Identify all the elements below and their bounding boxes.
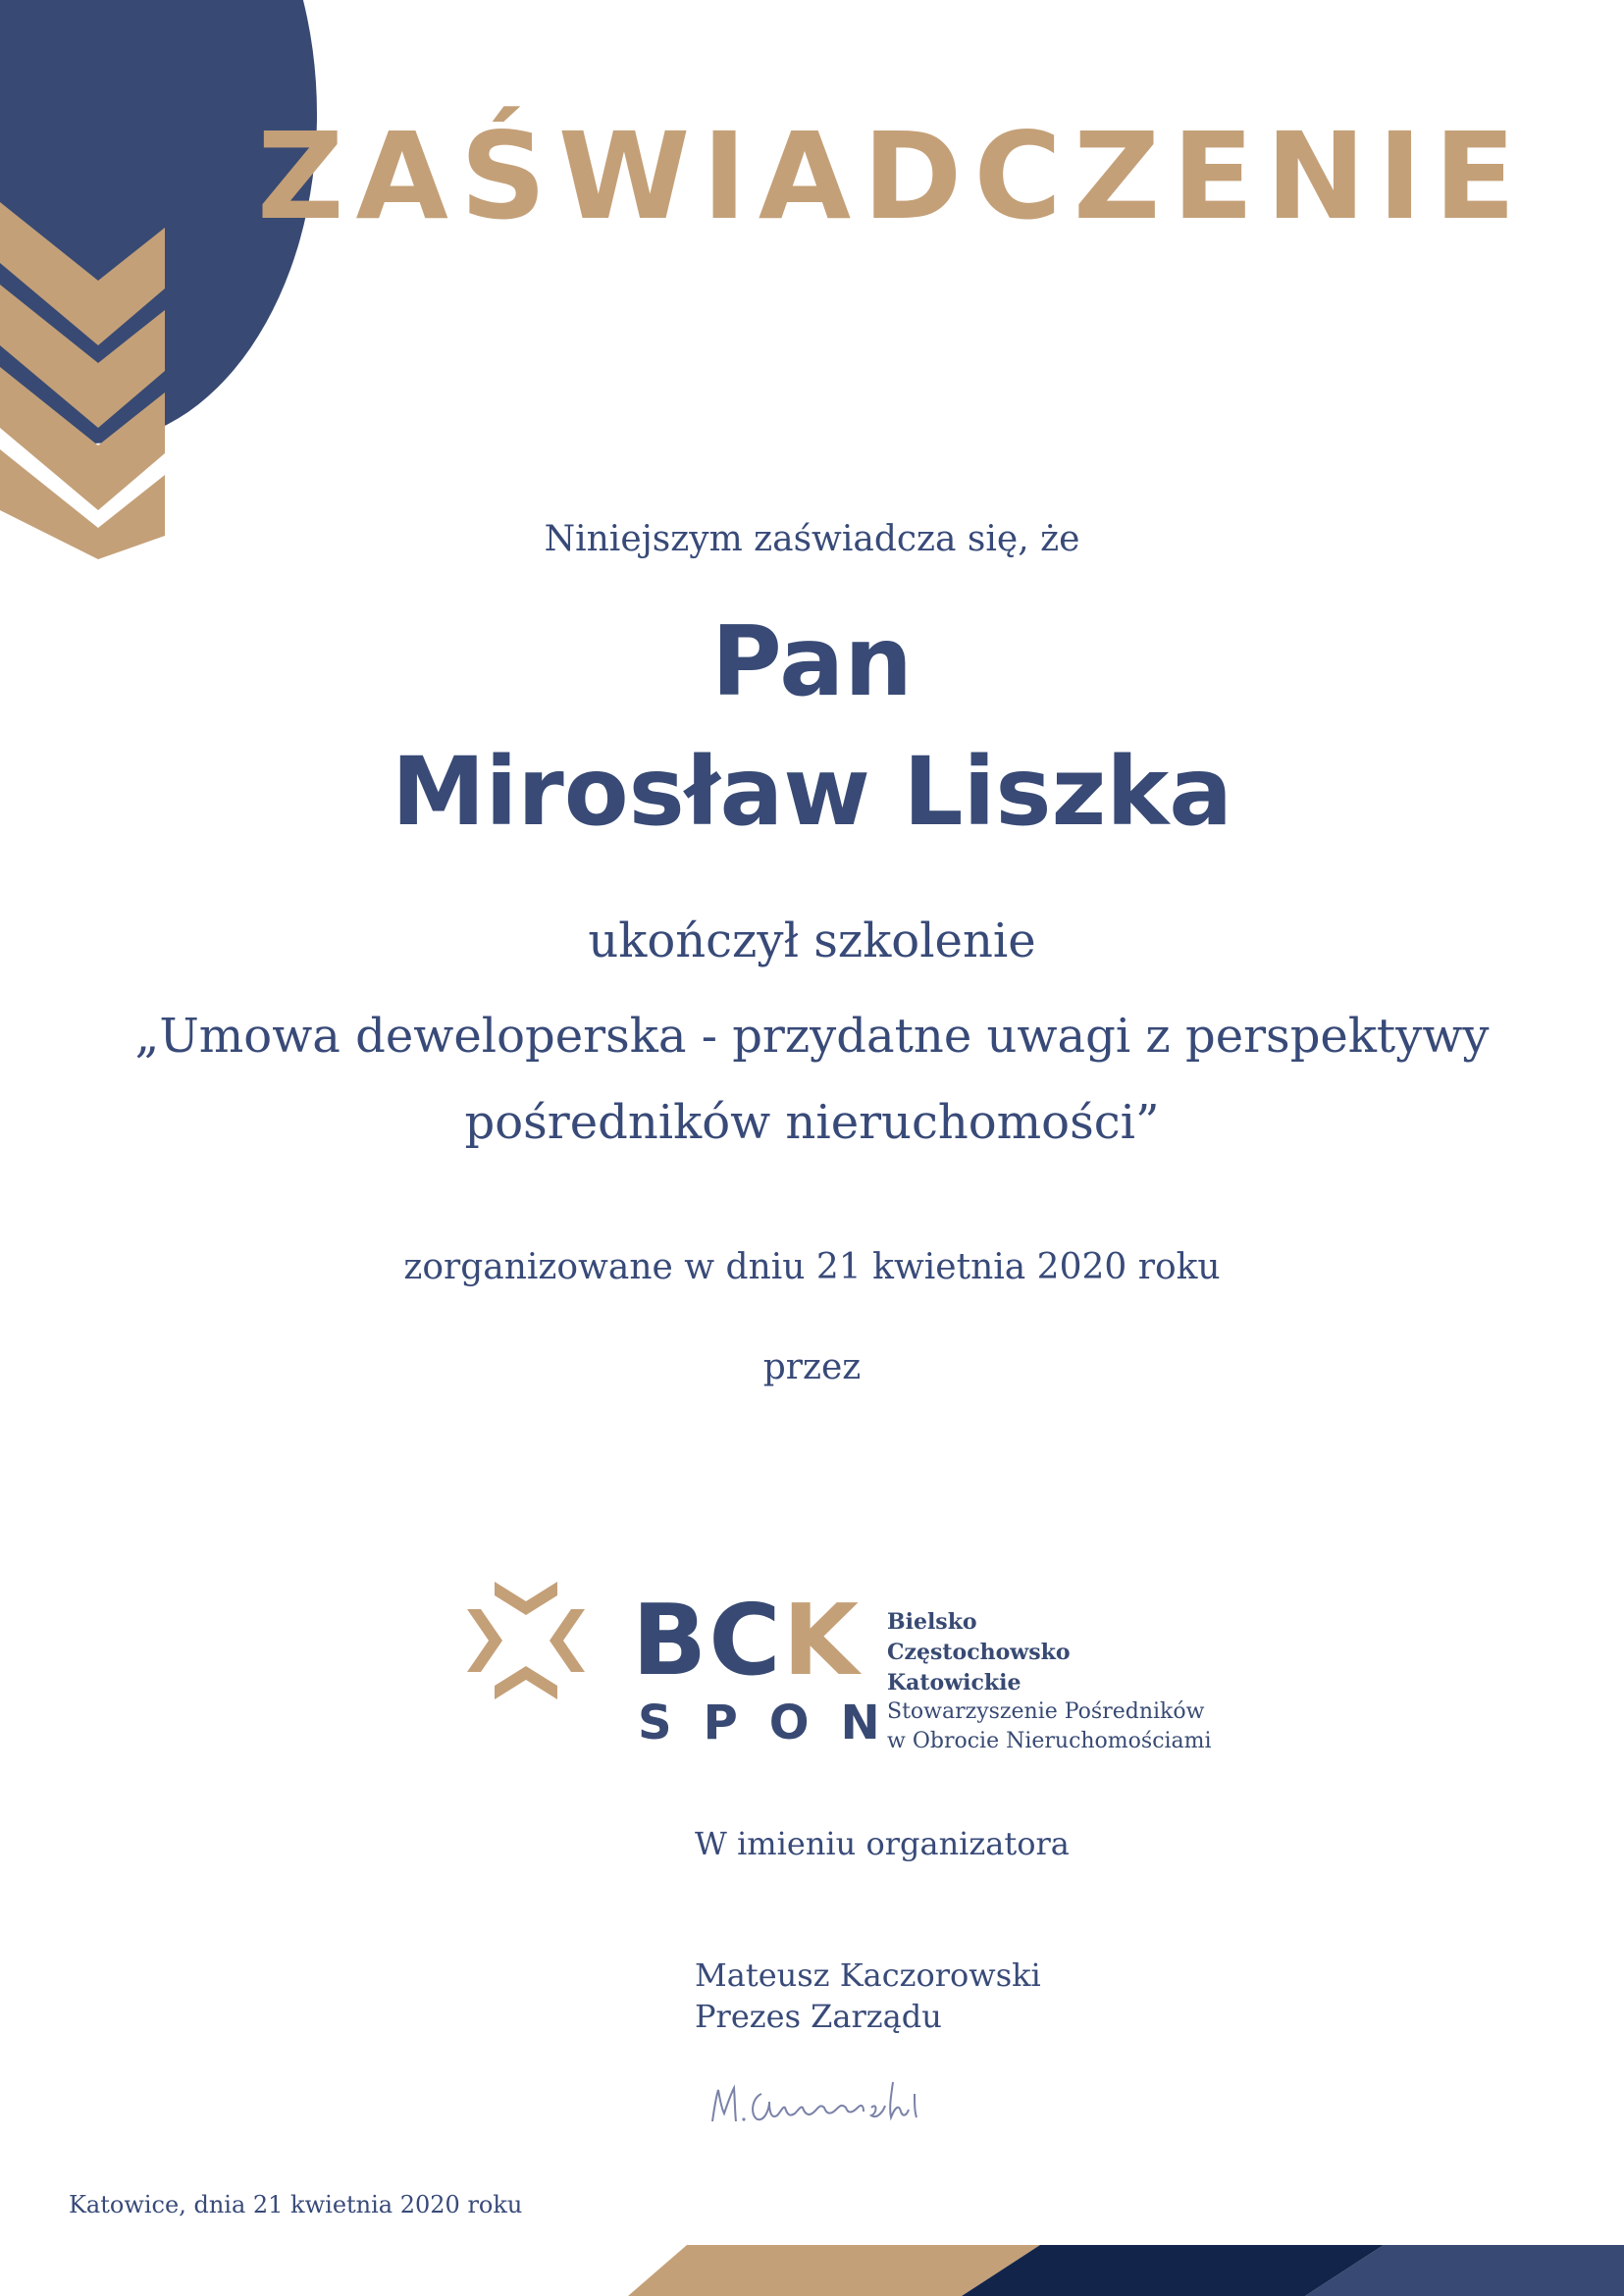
decorative-gold-chevrons — [0, 202, 165, 559]
decorative-footer-band — [628, 2245, 1624, 2296]
logo-bck-text — [632, 1582, 861, 1699]
logo-association-line-2: w Obrocie Nieruchomościami — [887, 1729, 1212, 1753]
completed-text: ukończył szkolenie — [588, 913, 1036, 968]
signer-role: Prezes Zarządu — [695, 1998, 942, 2035]
recipient-honorific: Pan — [710, 606, 914, 718]
logo-region-text — [887, 1607, 1071, 1698]
place-and-date: Katowice, dnia 21 kwietnia 2020 roku — [69, 2191, 523, 2218]
logo-association-text — [887, 1697, 1212, 1756]
certificate-title: ZAŚWIADCZENIE — [257, 107, 1528, 246]
handwritten-signature — [705, 2068, 920, 2131]
logo-bck-accent: K — [782, 1583, 862, 1697]
course-title-line-2: pośredników nieruchomości” — [464, 1095, 1160, 1150]
signer-name: Mateusz Kaczorowski — [695, 1957, 1041, 1994]
by-text: przez — [762, 1347, 862, 1387]
logo-region-line-1: Bielsko — [887, 1609, 977, 1635]
recipient-name: Mirosław Liszka — [391, 737, 1233, 847]
on-behalf-text: W imieniu organizatora — [695, 1825, 1070, 1862]
logo-star-icon — [467, 1582, 585, 1699]
intro-text: Niniejszym zaświadcza się, że — [544, 519, 1080, 559]
logo-region-line-2: Częstochowsko — [887, 1640, 1071, 1665]
course-title-line-1: „Umowa deweloperska - przydatne uwagi z perspektywy — [134, 1009, 1490, 1064]
logo-spon-text: SPON — [638, 1696, 912, 1750]
logo-bck-main: BC — [632, 1583, 783, 1697]
organized-date-text: zorganizowane w dniu 21 kwietnia 2020 roku — [403, 1247, 1221, 1287]
course-title — [0, 993, 1624, 1166]
organizer-logo — [467, 1582, 1213, 1758]
logo-association-line-1: Stowarzyszenie Pośredników — [887, 1699, 1205, 1724]
logo-region-line-3: Katowickie — [887, 1670, 1022, 1696]
